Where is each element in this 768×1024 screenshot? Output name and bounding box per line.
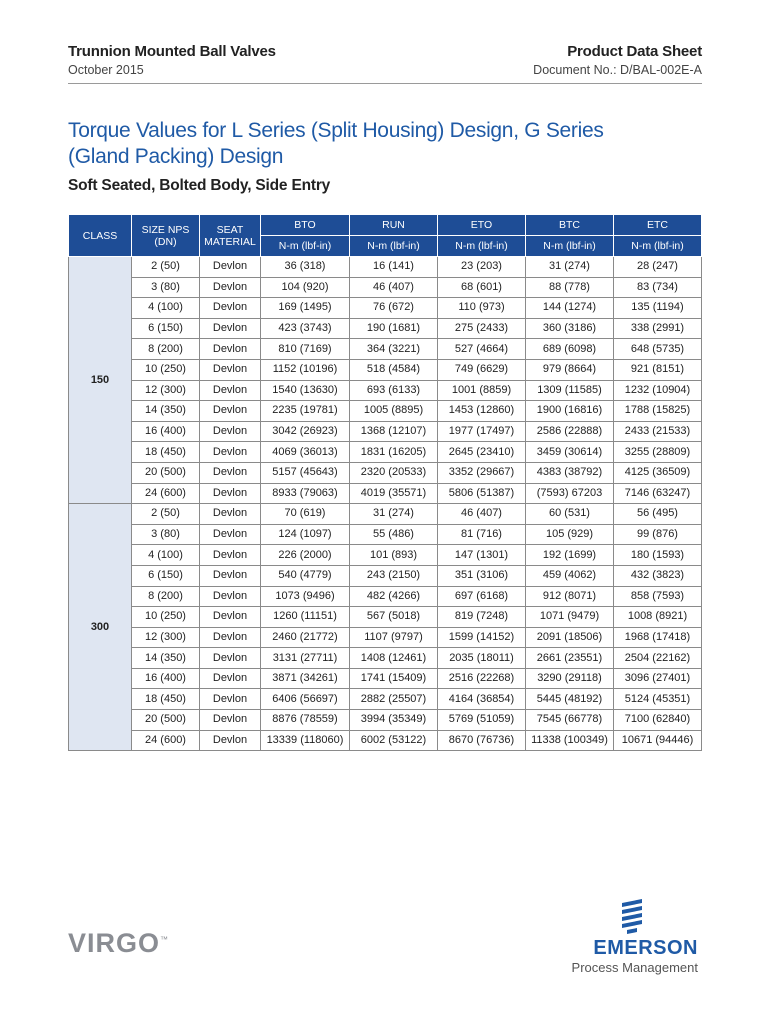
- size-cell: 10 (250): [132, 607, 200, 628]
- bto-cell: 810 (7169): [261, 339, 350, 360]
- btc-cell: 3459 (30614): [526, 442, 614, 463]
- size-cell: 24 (600): [132, 483, 200, 504]
- table-row: [69, 730, 702, 751]
- bto-cell: 540 (4779): [261, 565, 350, 586]
- table-row: [69, 565, 702, 586]
- table-header: [69, 215, 702, 257]
- bto-cell: 104 (920): [261, 277, 350, 298]
- btc-cell: 2091 (18506): [526, 627, 614, 648]
- btc-cell: (7593) 67203: [526, 483, 614, 504]
- etc-cell: 1232 (10904): [614, 380, 702, 401]
- eto-cell: 1453 (12860): [438, 401, 526, 422]
- etc-cell: 1968 (17418): [614, 627, 702, 648]
- emerson-logo-icon: [619, 899, 645, 935]
- document-series-title: Trunnion Mounted Ball Valves: [68, 43, 276, 60]
- table-body: [69, 257, 702, 751]
- run-cell: 482 (4266): [350, 586, 438, 607]
- header-left: [68, 43, 276, 77]
- etc-cell: 99 (876): [614, 524, 702, 545]
- seat-material-cell: Devlon: [200, 565, 261, 586]
- etc-cell: 648 (5735): [614, 339, 702, 360]
- bto-cell: 3042 (26923): [261, 421, 350, 442]
- eto-cell: 697 (6168): [438, 586, 526, 607]
- table-row: [69, 401, 702, 422]
- run-cell: 1005 (8895): [350, 401, 438, 422]
- btc-cell: 360 (3186): [526, 318, 614, 339]
- etc-cell: 180 (1593): [614, 545, 702, 566]
- header-run: RUN: [350, 215, 438, 236]
- btc-cell: 60 (531): [526, 504, 614, 525]
- etc-cell: 7100 (62840): [614, 710, 702, 731]
- seat-material-cell: Devlon: [200, 524, 261, 545]
- run-cell: 76 (672): [350, 298, 438, 319]
- size-cell: 8 (200): [132, 586, 200, 607]
- btc-cell: 459 (4062): [526, 565, 614, 586]
- seat-material-cell: Devlon: [200, 257, 261, 278]
- bto-cell: 3131 (27711): [261, 648, 350, 669]
- seat-material-cell: Devlon: [200, 607, 261, 628]
- run-cell: 364 (3221): [350, 339, 438, 360]
- torque-table: [68, 214, 702, 751]
- run-cell: 101 (893): [350, 545, 438, 566]
- bto-cell: 226 (2000): [261, 545, 350, 566]
- bto-cell: 2235 (19781): [261, 401, 350, 422]
- size-cell: 3 (80): [132, 524, 200, 545]
- eto-cell: 5769 (51059): [438, 710, 526, 731]
- run-cell: 1368 (12107): [350, 421, 438, 442]
- table-row: [69, 627, 702, 648]
- size-cell: 16 (400): [132, 421, 200, 442]
- header-unit: N-m (lbf-in): [526, 236, 614, 257]
- eto-cell: 3352 (29667): [438, 462, 526, 483]
- eto-cell: 68 (601): [438, 277, 526, 298]
- seat-material-cell: Devlon: [200, 339, 261, 360]
- header-btc: BTC: [526, 215, 614, 236]
- document-number: Document No.: D/BAL-002E-A: [533, 63, 702, 77]
- emerson-tagline: Process Management: [571, 960, 698, 975]
- size-cell: 20 (500): [132, 710, 200, 731]
- btc-cell: 2661 (23551): [526, 648, 614, 669]
- etc-cell: 10671 (94446): [614, 730, 702, 751]
- seat-material-cell: Devlon: [200, 298, 261, 319]
- etc-cell: 135 (1194): [614, 298, 702, 319]
- bto-cell: 36 (318): [261, 257, 350, 278]
- eto-cell: 8670 (76736): [438, 730, 526, 751]
- table-row: [69, 442, 702, 463]
- page-subtitle: Soft Seated, Bolted Body, Side Entry: [68, 177, 331, 194]
- etc-cell: 28 (247): [614, 257, 702, 278]
- bto-cell: 1152 (10196): [261, 359, 350, 380]
- seat-material-cell: Devlon: [200, 648, 261, 669]
- bto-cell: 8933 (79063): [261, 483, 350, 504]
- eto-cell: 46 (407): [438, 504, 526, 525]
- seat-material-cell: Devlon: [200, 359, 261, 380]
- table-row: [69, 462, 702, 483]
- virgo-logo: VIRGO™: [68, 928, 170, 958]
- run-cell: 31 (274): [350, 504, 438, 525]
- bto-cell: 1073 (9496): [261, 586, 350, 607]
- class-cell: 150: [69, 257, 132, 504]
- seat-material-cell: Devlon: [200, 442, 261, 463]
- eto-cell: 4164 (36854): [438, 689, 526, 710]
- etc-cell: 2504 (22162): [614, 648, 702, 669]
- bto-cell: 5157 (45643): [261, 462, 350, 483]
- bto-cell: 124 (1097): [261, 524, 350, 545]
- seat-material-cell: Devlon: [200, 627, 261, 648]
- btc-cell: 192 (1699): [526, 545, 614, 566]
- seat-material-cell: Devlon: [200, 483, 261, 504]
- seat-material-cell: Devlon: [200, 462, 261, 483]
- eto-cell: 110 (973): [438, 298, 526, 319]
- size-cell: 2 (50): [132, 504, 200, 525]
- bto-cell: 3871 (34261): [261, 668, 350, 689]
- header-seat-material: SEAT MATERIAL: [200, 215, 261, 257]
- size-cell: 2 (50): [132, 257, 200, 278]
- header-eto: ETO: [438, 215, 526, 236]
- page-title: Torque Values for L Series (Split Housing) Design, G Series (Gland Packing) Design: [68, 119, 604, 168]
- etc-cell: 858 (7593): [614, 586, 702, 607]
- size-cell: 4 (100): [132, 545, 200, 566]
- size-cell: 18 (450): [132, 442, 200, 463]
- size-cell: 14 (350): [132, 401, 200, 422]
- header-etc: ETC: [614, 215, 702, 236]
- table-row: [69, 710, 702, 731]
- seat-material-cell: Devlon: [200, 401, 261, 422]
- bto-cell: 1260 (11151): [261, 607, 350, 628]
- eto-cell: 1977 (17497): [438, 421, 526, 442]
- run-cell: 243 (2150): [350, 565, 438, 586]
- eto-cell: 527 (4664): [438, 339, 526, 360]
- run-cell: 16 (141): [350, 257, 438, 278]
- eto-cell: 5806 (51387): [438, 483, 526, 504]
- btc-cell: 1309 (11585): [526, 380, 614, 401]
- btc-cell: 4383 (38792): [526, 462, 614, 483]
- size-cell: 16 (400): [132, 668, 200, 689]
- btc-cell: 31 (274): [526, 257, 614, 278]
- run-cell: 2882 (25507): [350, 689, 438, 710]
- etc-cell: 83 (734): [614, 277, 702, 298]
- seat-material-cell: Devlon: [200, 668, 261, 689]
- seat-material-cell: Devlon: [200, 277, 261, 298]
- table-row: [69, 318, 702, 339]
- table-row: [69, 586, 702, 607]
- size-cell: 12 (300): [132, 380, 200, 401]
- run-cell: 2320 (20533): [350, 462, 438, 483]
- table-row: [69, 483, 702, 504]
- eto-cell: 351 (3106): [438, 565, 526, 586]
- table-row: [69, 689, 702, 710]
- btc-cell: 5445 (48192): [526, 689, 614, 710]
- etc-cell: 432 (3823): [614, 565, 702, 586]
- header-unit: N-m (lbf-in): [614, 236, 702, 257]
- run-cell: 3994 (35349): [350, 710, 438, 731]
- document-type-title: Product Data Sheet: [567, 43, 702, 60]
- btc-cell: 88 (778): [526, 277, 614, 298]
- table-row: [69, 277, 702, 298]
- run-cell: 1408 (12461): [350, 648, 438, 669]
- size-cell: 8 (200): [132, 339, 200, 360]
- btc-cell: 105 (929): [526, 524, 614, 545]
- table-row: [69, 257, 702, 278]
- seat-material-cell: Devlon: [200, 380, 261, 401]
- btc-cell: 7545 (66778): [526, 710, 614, 731]
- run-cell: 190 (1681): [350, 318, 438, 339]
- eto-cell: 275 (2433): [438, 318, 526, 339]
- table-row: [69, 421, 702, 442]
- document-date: October 2015: [68, 63, 144, 77]
- eto-cell: 1001 (8859): [438, 380, 526, 401]
- run-cell: 4019 (35571): [350, 483, 438, 504]
- btc-cell: 3290 (29118): [526, 668, 614, 689]
- etc-cell: 4125 (36509): [614, 462, 702, 483]
- btc-cell: 2586 (22888): [526, 421, 614, 442]
- run-cell: 55 (486): [350, 524, 438, 545]
- eto-cell: 81 (716): [438, 524, 526, 545]
- seat-material-cell: Devlon: [200, 710, 261, 731]
- seat-material-cell: Devlon: [200, 421, 261, 442]
- header-right: [533, 43, 702, 77]
- run-cell: 46 (407): [350, 277, 438, 298]
- run-cell: 1831 (16205): [350, 442, 438, 463]
- btc-cell: 1071 (9479): [526, 607, 614, 628]
- size-cell: 10 (250): [132, 359, 200, 380]
- eto-cell: 2645 (23410): [438, 442, 526, 463]
- eto-cell: 1599 (14152): [438, 627, 526, 648]
- table-row: [69, 298, 702, 319]
- etc-cell: 3255 (28809): [614, 442, 702, 463]
- btc-cell: 11338 (100349): [526, 730, 614, 751]
- run-cell: 567 (5018): [350, 607, 438, 628]
- btc-cell: 1900 (16816): [526, 401, 614, 422]
- table-row: [69, 545, 702, 566]
- run-cell: 1741 (15409): [350, 668, 438, 689]
- eto-cell: 2035 (18011): [438, 648, 526, 669]
- bto-cell: 6406 (56697): [261, 689, 350, 710]
- eto-cell: 147 (1301): [438, 545, 526, 566]
- emerson-logo-text: EMERSON: [593, 937, 698, 959]
- etc-cell: 56 (495): [614, 504, 702, 525]
- seat-material-cell: Devlon: [200, 730, 261, 751]
- bto-cell: 2460 (21772): [261, 627, 350, 648]
- eto-cell: 23 (203): [438, 257, 526, 278]
- bto-cell: 8876 (78559): [261, 710, 350, 731]
- run-cell: 518 (4584): [350, 359, 438, 380]
- size-cell: 4 (100): [132, 298, 200, 319]
- size-cell: 6 (150): [132, 565, 200, 586]
- bto-cell: 13339 (118060): [261, 730, 350, 751]
- bto-cell: 4069 (36013): [261, 442, 350, 463]
- etc-cell: 1008 (8921): [614, 607, 702, 628]
- header-unit: N-m (lbf-in): [438, 236, 526, 257]
- eto-cell: 2516 (22268): [438, 668, 526, 689]
- size-cell: 18 (450): [132, 689, 200, 710]
- bto-cell: 423 (3743): [261, 318, 350, 339]
- table-row: [69, 339, 702, 360]
- size-cell: 6 (150): [132, 318, 200, 339]
- eto-cell: 749 (6629): [438, 359, 526, 380]
- table-row: [69, 668, 702, 689]
- class-cell: 300: [69, 504, 132, 751]
- etc-cell: 921 (8151): [614, 359, 702, 380]
- header-class: CLASS: [69, 215, 132, 257]
- seat-material-cell: Devlon: [200, 586, 261, 607]
- etc-cell: 338 (2991): [614, 318, 702, 339]
- size-cell: 14 (350): [132, 648, 200, 669]
- table-row: [69, 359, 702, 380]
- run-cell: 6002 (53122): [350, 730, 438, 751]
- etc-cell: 2433 (21533): [614, 421, 702, 442]
- run-cell: 693 (6133): [350, 380, 438, 401]
- etc-cell: 7146 (63247): [614, 483, 702, 504]
- seat-material-cell: Devlon: [200, 318, 261, 339]
- btc-cell: 912 (8071): [526, 586, 614, 607]
- seat-material-cell: Devlon: [200, 504, 261, 525]
- eto-cell: 819 (7248): [438, 607, 526, 628]
- size-cell: 20 (500): [132, 462, 200, 483]
- etc-cell: 1788 (15825): [614, 401, 702, 422]
- run-cell: 1107 (9797): [350, 627, 438, 648]
- header-bto: BTO: [261, 215, 350, 236]
- table-row: [69, 524, 702, 545]
- bto-cell: 1540 (13630): [261, 380, 350, 401]
- size-cell: 12 (300): [132, 627, 200, 648]
- header-unit: N-m (lbf-in): [350, 236, 438, 257]
- header-divider: [68, 83, 702, 84]
- table-row: [69, 648, 702, 669]
- header-size: SIZE NPS (DN): [132, 215, 200, 257]
- btc-cell: 144 (1274): [526, 298, 614, 319]
- header-unit: N-m (lbf-in): [261, 236, 350, 257]
- btc-cell: 689 (6098): [526, 339, 614, 360]
- size-cell: 3 (80): [132, 277, 200, 298]
- bto-cell: 70 (619): [261, 504, 350, 525]
- seat-material-cell: Devlon: [200, 545, 261, 566]
- btc-cell: 979 (8664): [526, 359, 614, 380]
- table-row: [69, 607, 702, 628]
- table-row: [69, 380, 702, 401]
- etc-cell: 5124 (45351): [614, 689, 702, 710]
- seat-material-cell: Devlon: [200, 689, 261, 710]
- size-cell: 24 (600): [132, 730, 200, 751]
- bto-cell: 169 (1495): [261, 298, 350, 319]
- table-row: [69, 504, 702, 525]
- etc-cell: 3096 (27401): [614, 668, 702, 689]
